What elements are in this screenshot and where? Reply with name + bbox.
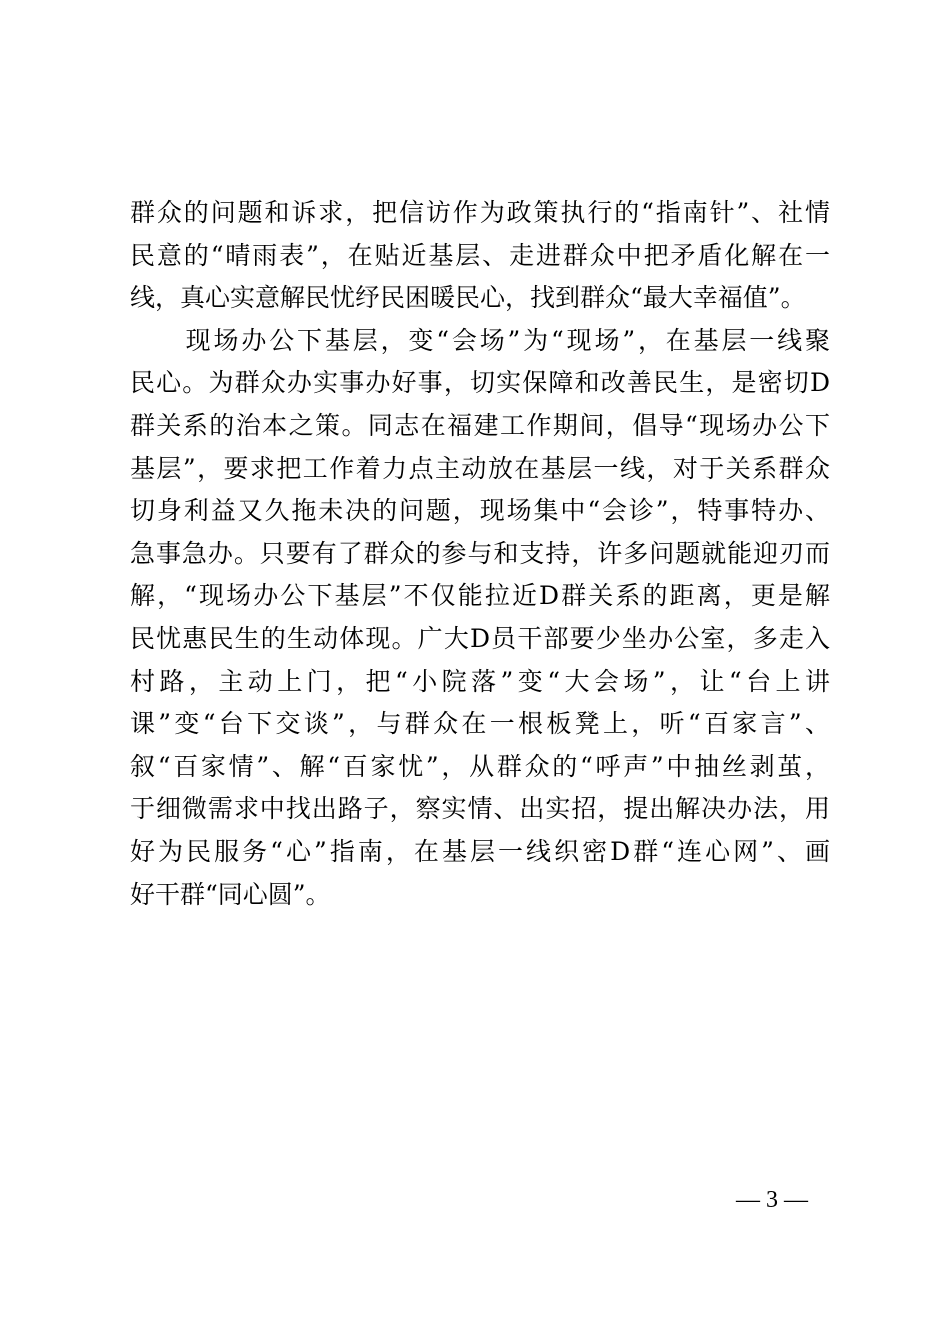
text-line: 民意的“晴雨表”，在贴近基层、走进群众中把矛盾化解在一 [130, 240, 830, 270]
text-line: 课”变“台下交谈”，与群众在一根板凳上，听“百家言”、 [130, 709, 830, 739]
text-line: 群众的问题和诉求，把信访作为政策执行的“指南针”、社情 [130, 198, 830, 227]
text-line: 线，真心实意解民忧纾民困暖民心，找到群众“最大幸福值”。 [130, 283, 806, 313]
paragraph-last-line: 好干群“同心圆”。 [130, 879, 331, 909]
text-line: 村路，主动上门，把“小院落”变“大会场”，让“台上讲 [130, 666, 830, 696]
text-line: 解，“现场办公下基层”不仅能拉近D群关系的距离，更是解 [130, 581, 830, 611]
text-line: 切身利益又久拖未决的问题，现场集中“会诊”，特事特办、 [130, 496, 830, 526]
text-line: 叙“百家情”、解“百家忧”，从群众的“呼声”中抽丝剥茧， [130, 751, 830, 781]
text-line: 民心。为群众办实事办好事，切实保障和改善民生，是密切D [130, 368, 830, 398]
text-line: 于细微需求中找出路子，察实情、出实招，提出解决办法，用 [130, 794, 830, 824]
text-line: 群关系的治本之策。同志在福建工作期间，倡导“现场办公下 [130, 410, 830, 440]
paragraph-first-line: 现场办公下基层，变“会场”为“现场”，在基层一线聚 [130, 325, 830, 355]
text-line: 急事急办。只要有了群众的参与和支持，许多问题就能迎刃而 [130, 538, 830, 568]
text-line: 好为民服务“心”指南，在基层一线织密D群“连心网”、画 [130, 836, 830, 866]
text-line: 基层”，要求把工作着力点主动放在基层一线，对于关系群众 [130, 453, 830, 483]
page-number: — 3 — [736, 1187, 808, 1213]
body-text [130, 192, 830, 916]
text-line: 民忧惠民生的生动体现。广大D员干部要少坐办公室，多走入 [130, 623, 830, 653]
